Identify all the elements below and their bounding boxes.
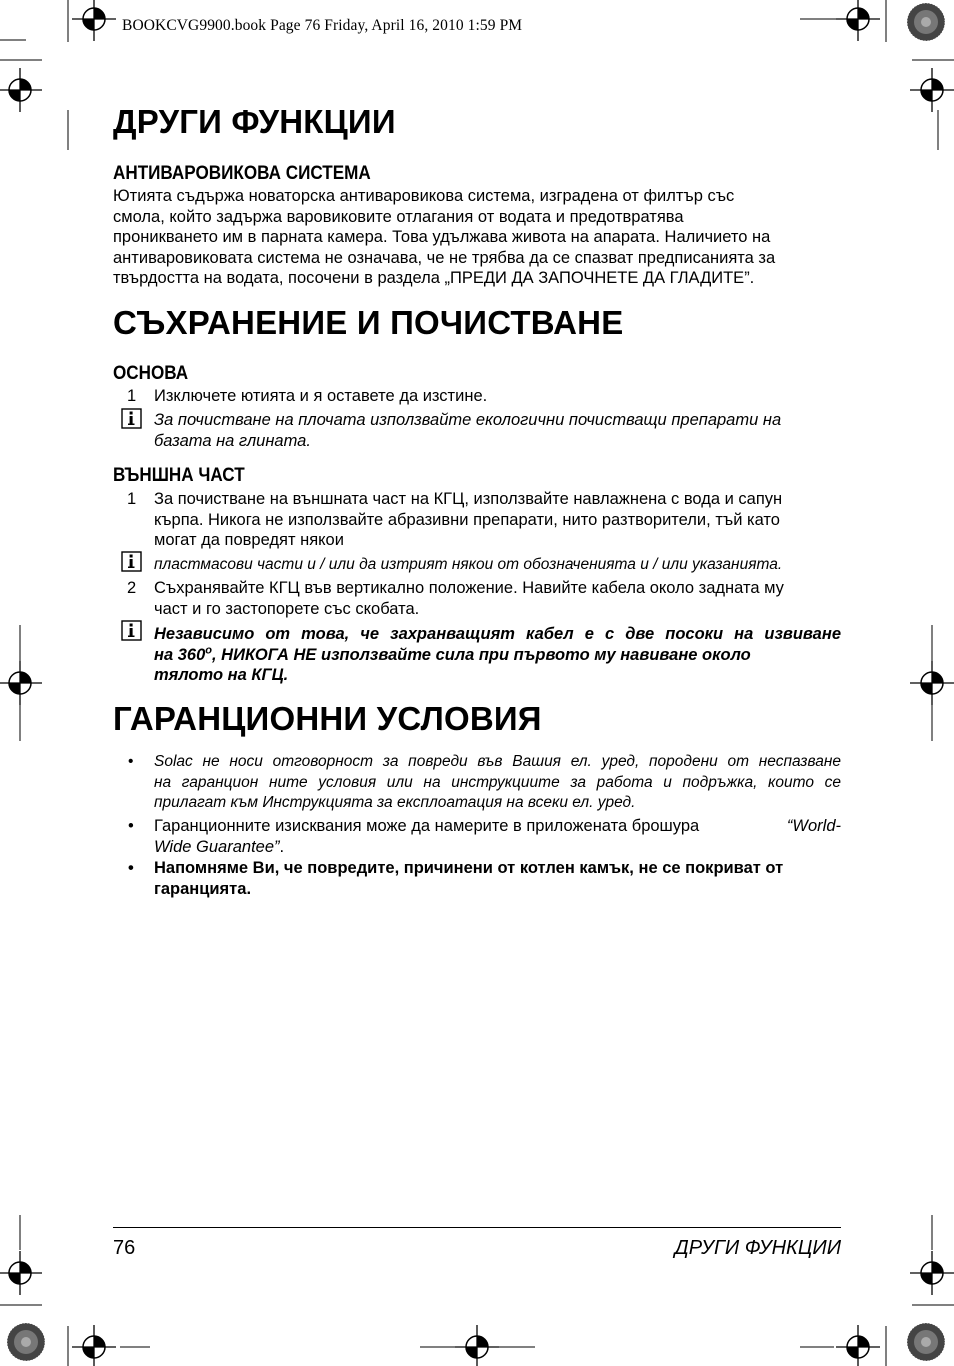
text-line: антиваровиковата система не означава, че не трябва да се спазват предписанията за (113, 248, 776, 267)
warranty-bullet-2 (113, 816, 841, 857)
step-text-line: могат да повредят някои (154, 531, 344, 549)
note-soleplate (113, 410, 841, 451)
bullet-text-line: Напомняме Ви, че повредите, причинени от котлен камък, не се покриват от (154, 859, 784, 877)
text-line: твърдостта на водата, посочени в раздела „ПРЕДИ ДА ЗАПОЧНЕТЕ ДА ГЛАДИТЕ”. (113, 269, 755, 287)
note-exterior-1 (113, 555, 841, 576)
warranty-bullet-3 (113, 858, 841, 899)
step-text-line: За почистване на външната част на КГЦ, използвайте навлажнена с вода и сапун (154, 490, 783, 508)
print-header: BOOKCVG9900.book Page 76 Friday, April 16, 2010 1:59 PM (122, 17, 523, 34)
bullet-text: Гаранционните изисквания може да намерите в приложената брошура (154, 817, 700, 835)
step-text-line: Съхранявайте КГЦ във вертикално положение. Навийте кабела около задната му (154, 579, 784, 597)
section-title-warranty: ГАРАНЦИОННИ УСЛОВИЯ (113, 700, 542, 737)
step-number: 1 (127, 490, 137, 508)
note-line: Независимо от това, че захранващият кабел е с две посоки на извиване (154, 625, 841, 643)
note-exterior-2 (113, 624, 841, 686)
step-text-line: кърпа. Никога не използвайте абразивни препарати, нито разтворители, тъй като (154, 510, 780, 529)
bullet: • (128, 859, 134, 877)
note-text: на 360 (154, 645, 206, 664)
degree-superscript: o (205, 644, 212, 656)
step-text: Изключете ютията и я оставете да изстине. (154, 387, 488, 405)
note-line: тялото на КГЦ. (154, 666, 289, 684)
note-line: пластмасови части и / или да изтрият някои от обозначенията и / или указанията. (154, 556, 783, 573)
bullet-text-line: Solac не носи отговорност за повреди във Вашия ел. уред, породени от неспазване (154, 753, 841, 770)
note-line (154, 645, 841, 666)
bullet-text-line: на гаранцион ните условия или на инструкциите за работа и подръжка, които се (154, 773, 841, 791)
note-line: За почистване на плочата използвайте екологични почистващи препарати на (154, 411, 782, 429)
brochure-name: Wide Guarantee” (154, 837, 280, 856)
bullet-text-line: гаранцията. (154, 879, 252, 898)
bullet: • (128, 753, 134, 770)
note-line: базата на глината. (154, 431, 311, 450)
subtitle-exterior: ВЪНШНА ЧАСТ (113, 465, 245, 486)
bullet-text: . (279, 837, 285, 856)
bullet-text-line (154, 816, 841, 837)
text-line: Ютията съдържа новаторска антиваровикова система, изградена от филтър със (113, 187, 735, 205)
section-title-storage-cleaning: СЪХРАНЕНИЕ И ПОЧИСТВАНЕ (113, 304, 624, 341)
text-line: проникването им в парната камера. Това удължава живота на апарата. Наличието на (113, 228, 771, 246)
text-line: смола, който задържа варовиковите отлагания от водата и предотвратява (113, 207, 684, 226)
subtitle-soleplate: ОСНОВА (113, 363, 189, 384)
section-title-other-functions: ДРУГИ ФУНКЦИИ (113, 103, 396, 140)
step-item (113, 386, 841, 407)
anti-calc-paragraph (113, 186, 841, 289)
note-text: , НИКОГА НЕ използвайте сила при първото му навиване около (212, 645, 751, 664)
step-number: 2 (127, 579, 137, 597)
footer-rule (113, 1227, 841, 1228)
step-item (113, 578, 841, 619)
step-item (113, 489, 841, 551)
footer-section-name: ДРУГИ ФУНКЦИИ (674, 1237, 841, 1259)
bullet-text-line: прилагат към Инструкцията за експлоатация на всеки ел. уред. (154, 794, 636, 811)
step-text-line: част и го застопорете със скобата. (154, 599, 420, 618)
bullet-text: “World- (786, 817, 841, 835)
step-number: 1 (127, 387, 137, 405)
warranty-bullet-1 (113, 752, 841, 814)
subtitle-anti-calc: АНТИВАРОВИКОВА СИСТЕМА (113, 163, 371, 184)
bullet-text-line (154, 837, 841, 858)
bullet: • (128, 817, 134, 835)
page-number: 76 (113, 1237, 136, 1259)
